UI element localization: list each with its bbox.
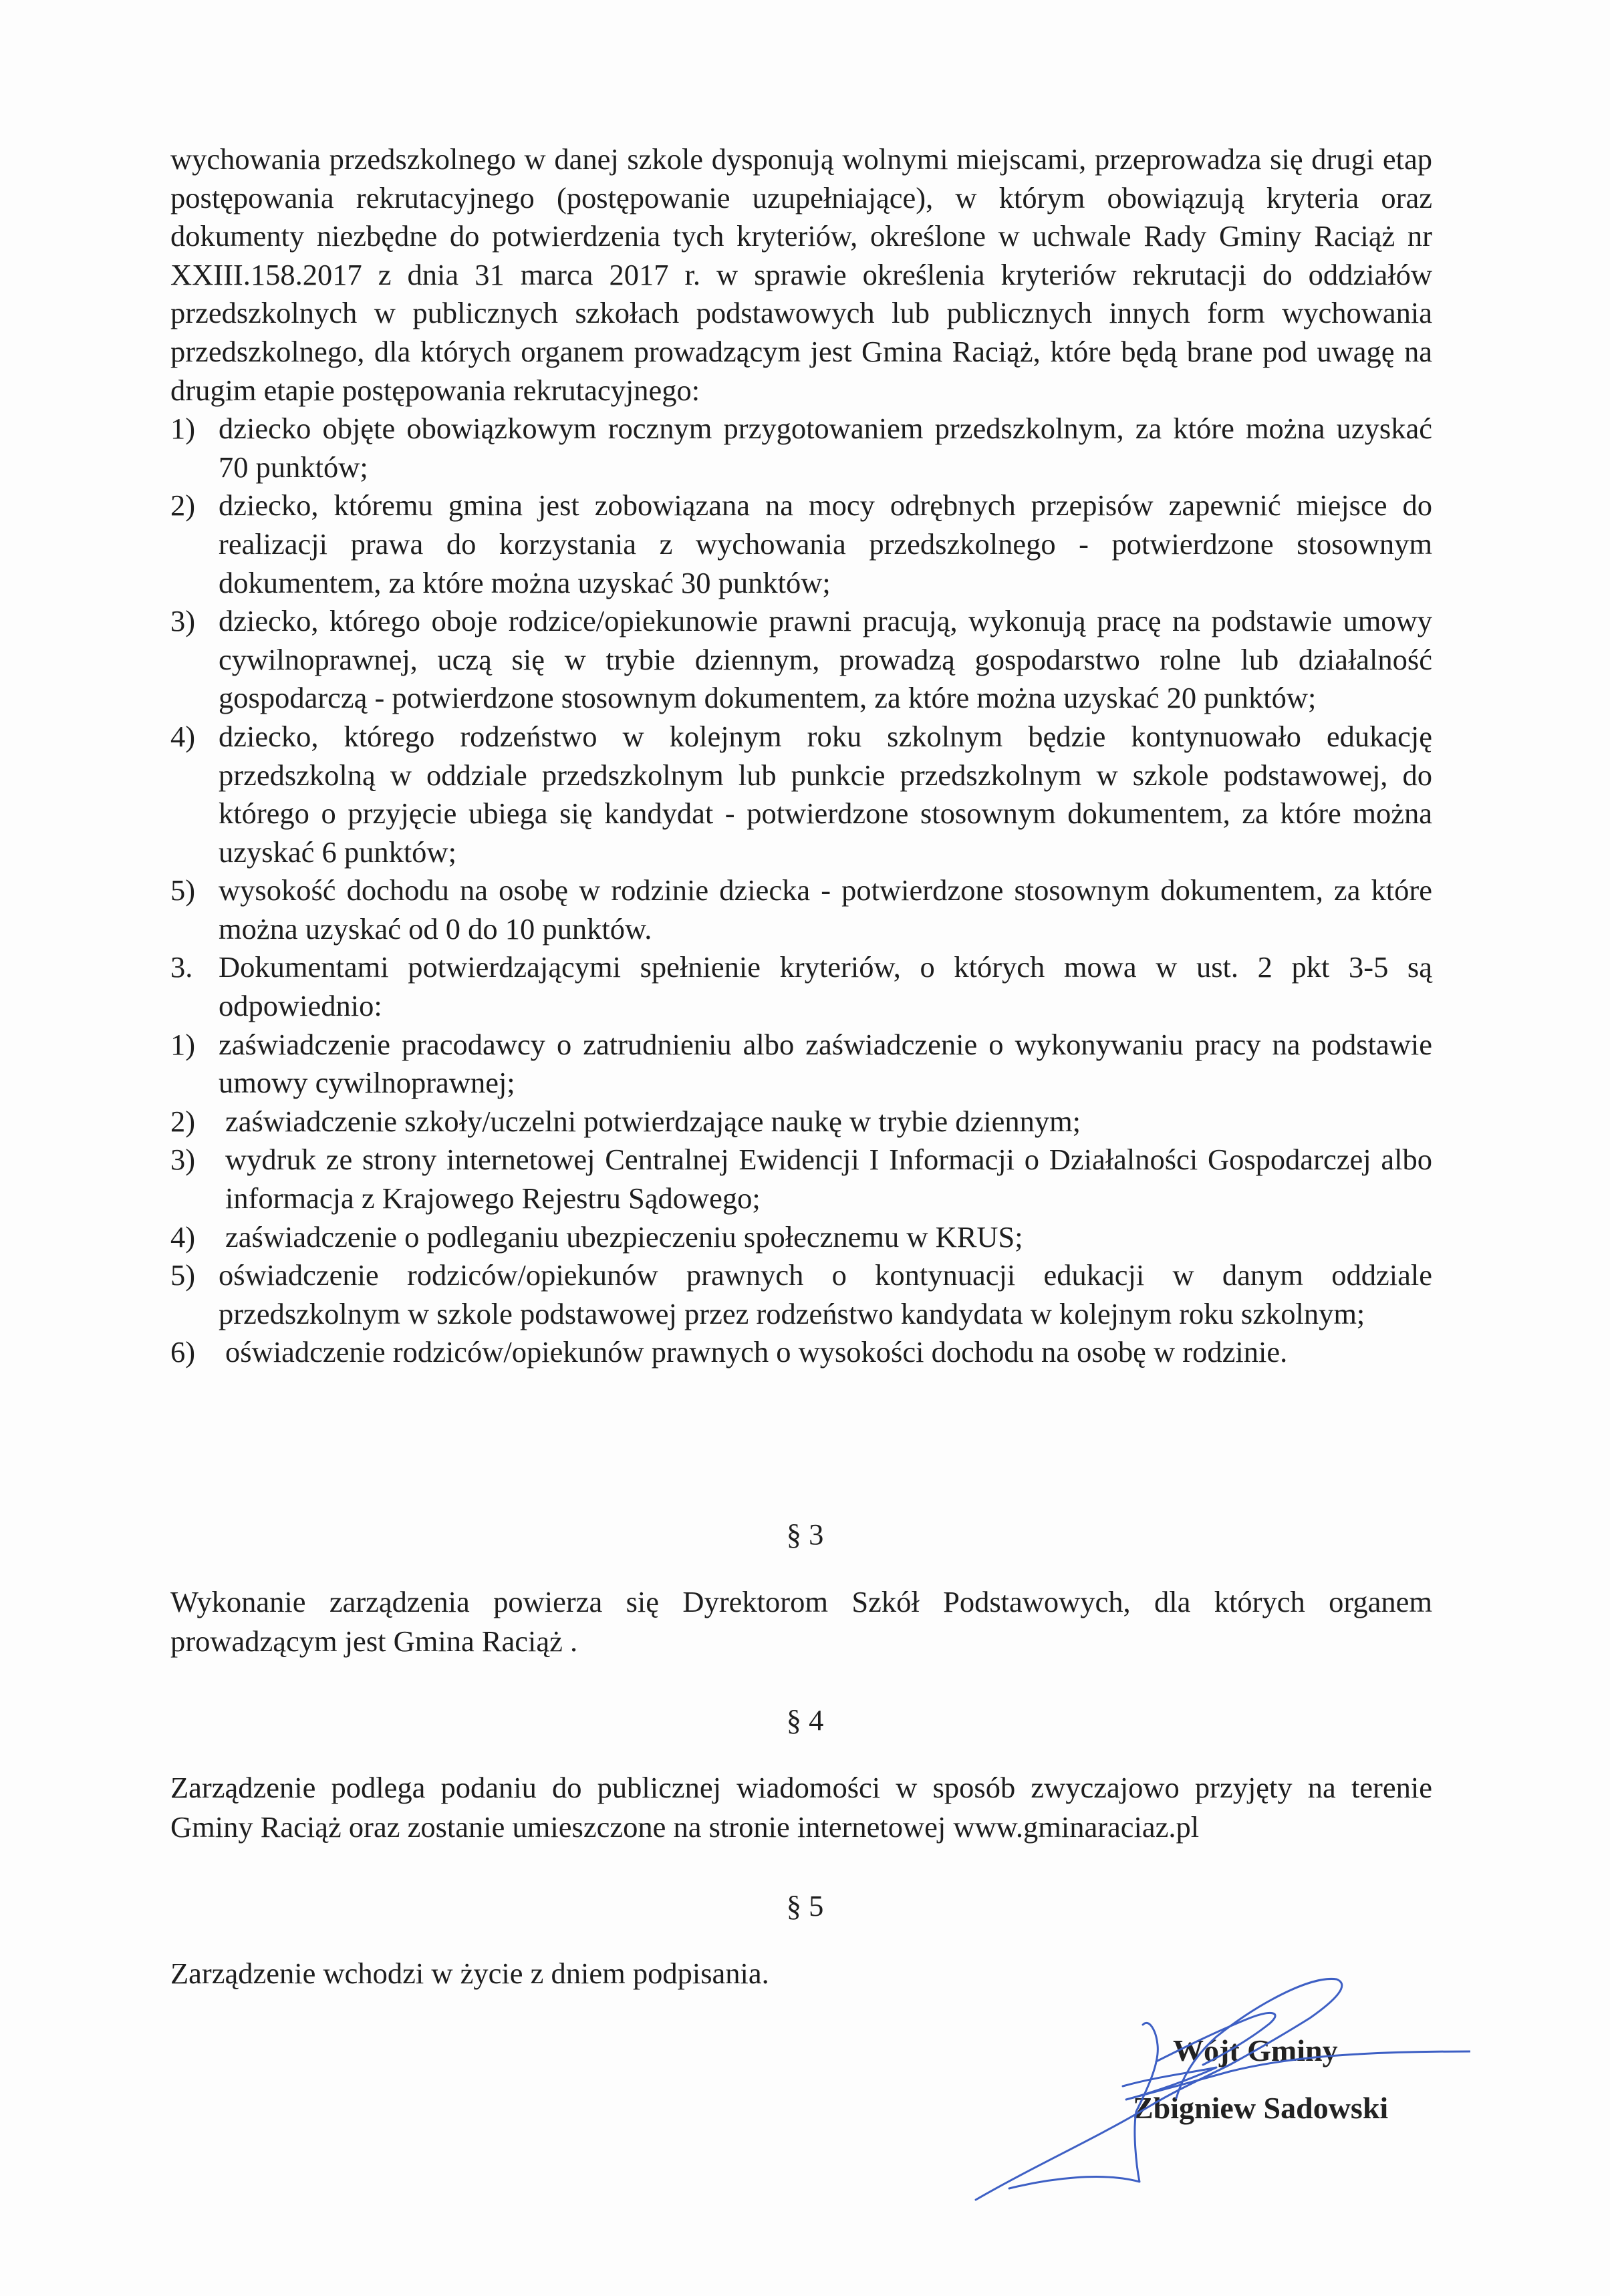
section-3-text: Wykonanie zarządzenia powierza się Dyrektorom Szkół Podstawowych, dla których organem prowadzącym jest Gmina Raciąż . [170,1585,1432,1658]
section-3-heading: § 3 [786,1518,824,1551]
section-5-text: Zarządzenie wchodzi w życie z dniem podpisania. [170,1957,769,1990]
document-item: 3) wydruk ze strony internetowej Centralnej Ewidencji I Informacji o Działalności Gospodarczej albo informacja z Krajowego Rejestru Sądowego; [170,1143,1432,1215]
signatory-title: Wójt Gminy [1173,2033,1338,2067]
criteria-item: 4) dziecko, którego rodzeństwo w kolejnym roku szkolnym będzie kontynuowało edukację przedszkolną w oddziale przedszkolnym lub punkcie przedszkolnym w szkole podstawowej, do którego o przyjęcie ubiega się kandydat - potwierdzone stosownym dokumentem, za które można uzyskać 6 punktów; [170,719,1432,869]
document-body [170,140,1432,1372]
criteria-item: 1) dziecko objęte obowiązkowym rocznym przygotowaniem przedszkolnym, za które można uzyskać 70 punktów; [170,412,1432,484]
document-item: 4) zaświadczenie o podleganiu ubezpieczeniu społecznemu w KRUS; [170,1219,1023,1254]
document-item: 1) zaświadczenie pracodawcy o zatrudnieniu albo zaświadczenie o wykonywaniu pracy na podstawie umowy cywilnoprawnej; [170,1027,1432,1100]
document-item: 6) oświadczenie rodziców/opiekunów prawnych o wysokości dochodu na osobę w rodzinie. [170,1335,1288,1369]
signatory-name: Zbigniew Sadowski [1133,2091,1389,2125]
intro-paragraph: wychowania przedszkolnego w danej szkole dysponują wolnymi miejscami, przeprowadza się drugi etap postępowania rekrutacyjnego (postępowanie uzupełniające), w którym obowiązują kryteria oraz dokumenty niezbędne do potwierdzenia tych kryteriów, określone w uchwale Rady Gminy Raciąż nr XXIII.158.2017 z dnia 31 marca 2017 r. w sprawie określenia kryteriów rekrutacji do oddziałów przedszkolnych w publicznych szkołach podstawowych lub publicznych innych form wychowania przedszkolnego, dla których organem prowadzącym jest Gmina Raciąż, które będą brane pod uwagę na drugim etapie postępowania rekrutacyjnego: [170,142,1432,407]
document-item: 2) zaświadczenie szkoły/uczelni potwierdzające naukę w trybie dziennym; [170,1104,1081,1138]
section-5-heading: § 5 [786,1889,824,1922]
criteria-item: 5) wysokość dochodu na osobę w rodzinie dziecka - potwierdzone stosownym dokumentem, za które można uzyskać od 0 do 10 punktów. [170,873,1432,946]
document-item: 5) oświadczenie rodziców/opiekunów prawnych o kontynuacji edukacji w danym oddziale przedszkolnym w szkole podstawowej przez rodzeństwo kandydata w kolejnym roku szkolnym; [170,1258,1432,1330]
point-3-paragraph: 3. Dokumentami potwierdzającymi spełnienie kryteriów, o których mowa w ust. 2 pkt 3-5 są odpowiednio: [170,950,1432,1023]
criteria-list [170,410,1432,948]
section-4-text: Zarządzenie podlega podaniu do publicznej wiadomości w sposób zwyczajowo przyjęty na terenie Gminy Raciąż oraz zostanie umieszczone na stronie internetowej www.gminaraciaz.pl [170,1771,1432,1844]
documents-list [170,1026,1432,1372]
section-4-heading: § 4 [786,1703,824,1737]
criteria-item: 3) dziecko, którego oboje rodzice/opiekunowie prawni pracują, wykonują pracę na podstawie umowy cywilnoprawnej, uczą się w trybie dziennym, prowadzą gospodarstwo rolne lub działalność gospodarczą - potwierdzone stosownym dokumentem, za które można uzyskać 20 punktów; [170,604,1432,715]
criteria-item: 2) dziecko, któremu gmina jest zobowiązana na mocy odrębnych przepisów zapewnić miejsce do realizacji prawa do korzystania z wychowania przedszkolnego - potwierdzone stosownym dokumentem, za które można uzyskać 30 punktów; [170,488,1432,599]
